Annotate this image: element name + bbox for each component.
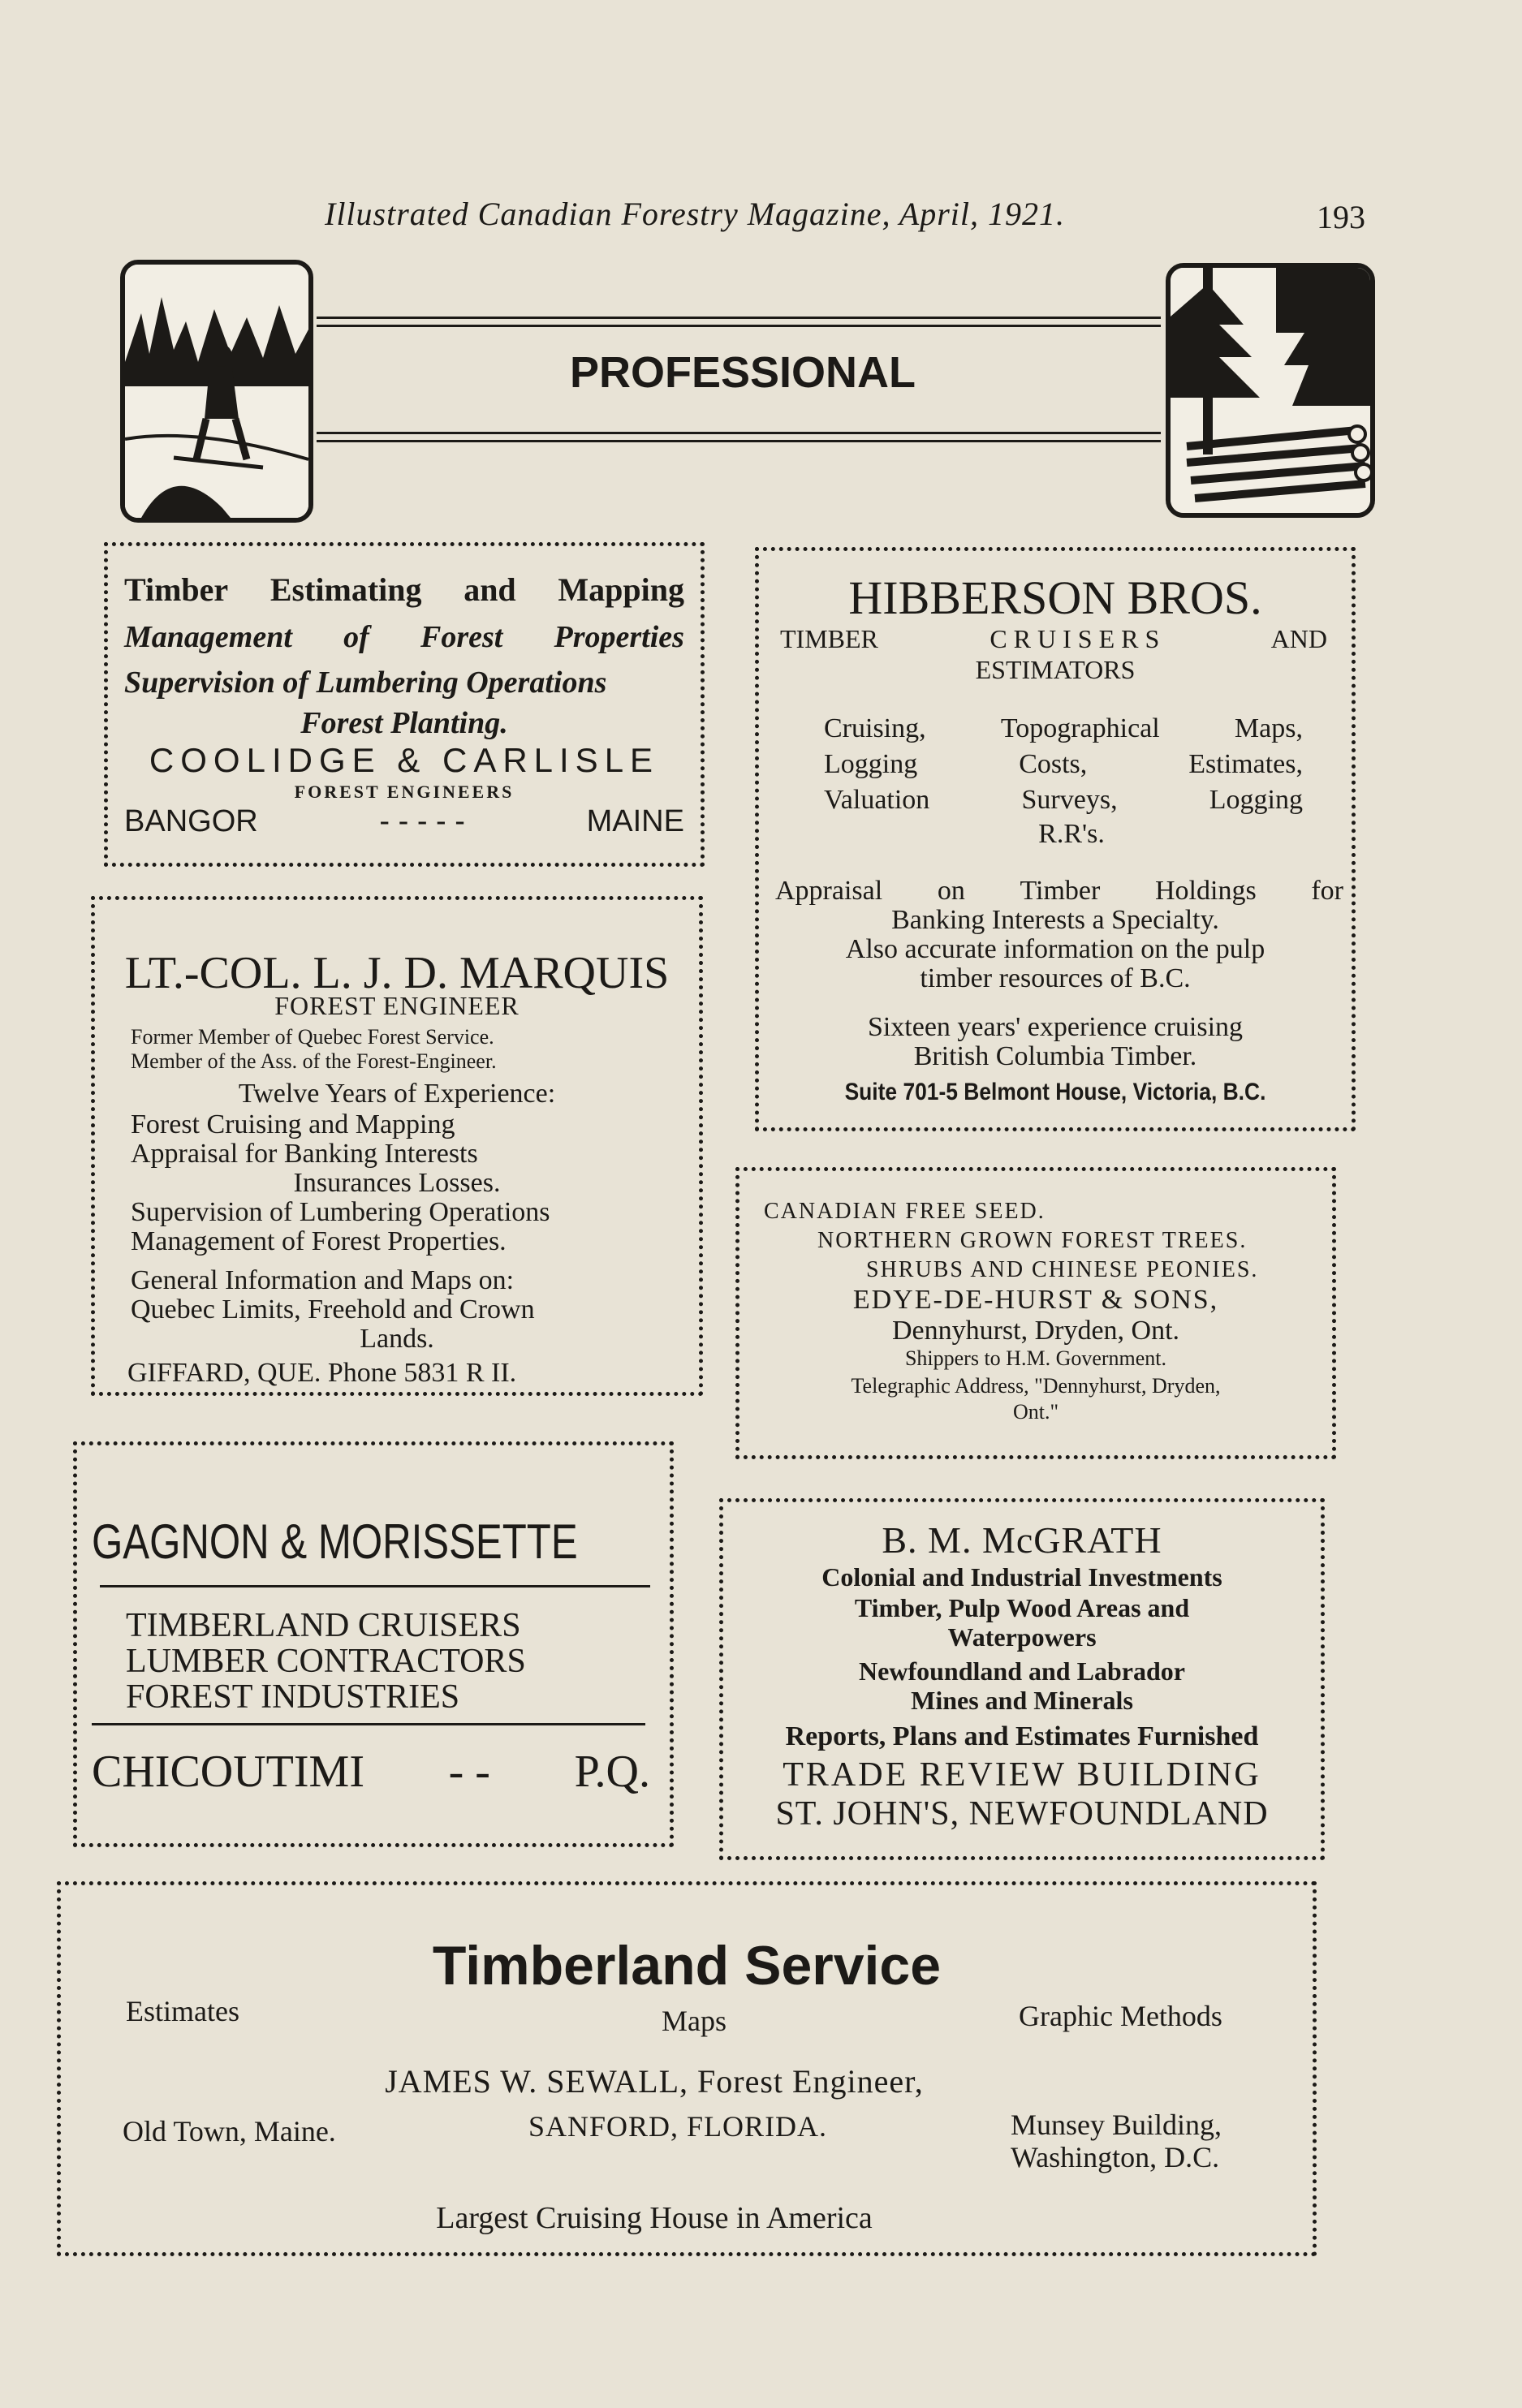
ad-canadian-free-seed <box>735 1167 1336 1459</box>
page-number: 193 <box>1317 199 1365 235</box>
hibberson-line2: ESTIMATORS <box>975 655 1136 684</box>
hibberson-s1-w1: Cruising, <box>824 713 926 743</box>
banner-rule-top-2 <box>317 325 1161 327</box>
sewall-loc3b: Washington, D.C. <box>1011 2141 1220 2173</box>
gagnon-line2: LUMBER CONTRACTORS <box>126 1643 526 1680</box>
coolidge-line2 <box>124 619 684 655</box>
hibberson-appraisal-3: Also accurate information on the pulp <box>845 934 1265 964</box>
mcgrath-line5: Mines and Minerals <box>911 1686 1133 1715</box>
gagnon-location <box>92 1746 650 1798</box>
marquis-exp-6: Management of Forest Properties. <box>131 1226 507 1256</box>
coolidge-line3: Supervision of Lumbering Operations <box>124 666 607 700</box>
banner-rule-top-1 <box>317 317 1161 319</box>
sewall-loc1: Old Town, Maine. <box>123 2115 336 2147</box>
gagnon-city: CHICOUTIMI <box>92 1747 364 1797</box>
coolidge-dashes: - - - - - <box>379 804 465 838</box>
hibberson-appraisal-4: timber resources of B.C. <box>920 963 1191 993</box>
hibberson-s2-w1: Logging <box>824 749 918 779</box>
hibberson-a1-w4: Holdings <box>1155 876 1257 906</box>
hibberson-line1-w1: TIMBER <box>780 624 878 653</box>
mcgrath-line4: Newfoundland and Labrador <box>859 1656 1185 1686</box>
marquis-name: LT.-COL. L. J. D. MARQUIS <box>124 948 670 998</box>
marquis-exp-5: Supervision of Lumbering Operations <box>131 1197 550 1227</box>
hibberson-line1-w3: AND <box>1270 624 1327 653</box>
hibberson-services-3 <box>824 785 1303 816</box>
sewall-name: JAMES W. SEWALL, Forest Engineer, <box>385 2063 924 2100</box>
hibberson-s3-w2: Surveys, <box>1021 785 1118 815</box>
gagnon-rule-1 <box>100 1585 650 1587</box>
seed-line8: Ont." <box>1012 1400 1059 1424</box>
sewall-col2: Maps <box>662 2005 727 2037</box>
hibberson-s2-w3: Estimates, <box>1188 749 1303 779</box>
gagnon-line1: TIMBERLAND CRUISERS <box>126 1607 521 1644</box>
mcgrath-line6: Reports, Plans and Estimates Furnished <box>785 1721 1259 1751</box>
hibberson-appraisal-2: Banking Interests a Specialty. <box>891 905 1219 935</box>
hibberson-a1-w3: Timber <box>1020 876 1101 906</box>
hibberson-s3-w3: Logging <box>1209 785 1303 815</box>
ad-timberland-service <box>57 1881 1317 2256</box>
seed-line5: Dennyhurst, Dryden, Ont. <box>891 1316 1180 1346</box>
sewall-col3: Graphic Methods <box>1019 2000 1222 2032</box>
ad-marquis <box>91 896 703 1396</box>
logpile-vignette <box>1166 263 1375 518</box>
coolidge-line2-w2: of <box>343 620 369 654</box>
hibberson-a1-w1: Appraisal <box>775 876 883 906</box>
hibberson-s1-w2: Topographical <box>1000 713 1160 743</box>
ad-mcgrath <box>719 1498 1325 1860</box>
banner-rule-bottom-1 <box>317 432 1161 434</box>
seed-line4: EDYE-DE-HURST & SONS, <box>852 1285 1219 1315</box>
gagnon-province: P.Q. <box>574 1747 650 1797</box>
coolidge-location <box>124 804 684 839</box>
marquis-title: FOREST ENGINEER <box>274 991 520 1020</box>
hibberson-s2-w2: Costs, <box>1019 749 1088 779</box>
hibberson-services-1 <box>824 713 1303 744</box>
marquis-member-1: Former Member of Quebec Forest Service. <box>131 1025 494 1049</box>
woodsman-illustration <box>125 265 308 518</box>
marquis-exp-4: Insurances Losses. <box>293 1168 501 1198</box>
mcgrath-line8: ST. JOHN'S, NEWFOUNDLAND <box>775 1795 1269 1833</box>
marquis-info-2: Quebec Limits, Freehold and Crown <box>131 1294 535 1325</box>
hibberson-experience-1: Sixteen years' experience cruising <box>867 1012 1244 1042</box>
marquis-exp-3: Appraisal for Banking Interests <box>131 1139 478 1169</box>
seed-line3: SHRUBS AND CHINESE PEONIES. <box>866 1257 1259 1282</box>
woodsman-vignette <box>120 260 313 523</box>
gagnon-dashes: - - <box>448 1747 490 1797</box>
hibberson-a1-w2: on <box>937 876 965 906</box>
coolidge-line1-w1: Timber <box>124 571 229 608</box>
coolidge-line1 <box>124 571 684 609</box>
hibberson-experience-2: British Columbia Timber. <box>913 1041 1197 1071</box>
hibberson-s3-w1: Valuation <box>824 785 930 815</box>
mcgrath-line2: Timber, Pulp Wood Areas and <box>854 1593 1190 1622</box>
coolidge-line2-w4: Properties <box>554 620 684 654</box>
coolidge-sub: FOREST ENGINEERS <box>294 782 515 802</box>
gagnon-name: GAGNON & MORISSETTE <box>92 1514 578 1569</box>
seed-line1: CANADIAN FREE SEED. <box>764 1199 1046 1224</box>
banner-rule-bottom-2 <box>317 440 1161 442</box>
seed-line2: NORTHERN GROWN FOREST TREES. <box>817 1228 1248 1253</box>
magazine-title: Illustrated Canadian Forestry Magazine, April, 1921. <box>325 196 1065 232</box>
coolidge-line1-w4: Mapping <box>558 571 684 608</box>
coolidge-state: MAINE <box>586 804 684 838</box>
coolidge-line2-w3: Forest <box>420 620 503 654</box>
marquis-member-2: Member of the Ass. of the Forest-Engineer. <box>131 1049 497 1073</box>
sewall-title: Timberland Service <box>432 1935 942 1997</box>
seed-line7: Telegraphic Address, "Dennyhurst, Dryden, <box>851 1374 1221 1398</box>
sewall-loc3a: Munsey Building, <box>1011 2109 1222 2141</box>
logpile-illustration <box>1171 268 1370 513</box>
mcgrath-line1: Colonial and Industrial Investments <box>821 1562 1222 1592</box>
ad-hibberson-bros <box>755 547 1356 1131</box>
marquis-exp-2: Forest Cruising and Mapping <box>131 1109 455 1139</box>
mcgrath-name: B. M. McGRATH <box>882 1519 1162 1561</box>
coolidge-line2-w1: Management <box>124 620 292 654</box>
sewall-loc2: SANFORD, FLORIDA. <box>528 2110 828 2143</box>
coolidge-line1-w3: and <box>463 571 516 608</box>
hibberson-line1 <box>780 624 1327 654</box>
ad-coolidge-carlisle <box>104 542 705 867</box>
hibberson-appraisal-1 <box>775 876 1343 907</box>
hibberson-s1-w3: Maps, <box>1234 713 1303 743</box>
marquis-exp-1: Twelve Years of Experience: <box>238 1079 556 1109</box>
mcgrath-line7: TRADE REVIEW BUILDING <box>783 1756 1261 1794</box>
mcgrath-line3: Waterpowers <box>947 1622 1097 1652</box>
sewall-slogan: Largest Cruising House in America <box>436 2201 873 2235</box>
marquis-contact: GIFFARD, QUE. Phone 5831 R II. <box>127 1358 517 1388</box>
gagnon-line3: FOREST INDUSTRIES <box>126 1678 460 1716</box>
coolidge-firm: COOLIDGE & CARLISLE <box>149 741 660 779</box>
ad-gagnon-morissette <box>73 1441 674 1847</box>
hibberson-services-2 <box>824 749 1303 780</box>
coolidge-line4: Forest Planting. <box>300 706 508 740</box>
hibberson-line1-w2: C R U I S E R S <box>990 624 1160 653</box>
gagnon-rule-2 <box>92 1723 645 1725</box>
seed-line6: Shippers to H.M. Government. <box>904 1346 1167 1370</box>
hibberson-services-4: R.R's. <box>1038 819 1105 849</box>
marquis-info-3: Lands. <box>360 1324 434 1354</box>
coolidge-line1-w2: Estimating <box>269 571 422 608</box>
sewall-col1: Estimates <box>126 1995 239 2027</box>
marquis-info-1: General Information and Maps on: <box>131 1265 515 1295</box>
hibberson-name: HIBBERSON BROS. <box>848 571 1262 624</box>
hibberson-address: Suite 701-5 Belmont House, Victoria, B.C. <box>844 1079 1266 1105</box>
hibberson-a1-w5: for <box>1311 876 1343 906</box>
coolidge-city: BANGOR <box>124 804 258 838</box>
section-title: PROFESSIONAL <box>569 348 916 397</box>
